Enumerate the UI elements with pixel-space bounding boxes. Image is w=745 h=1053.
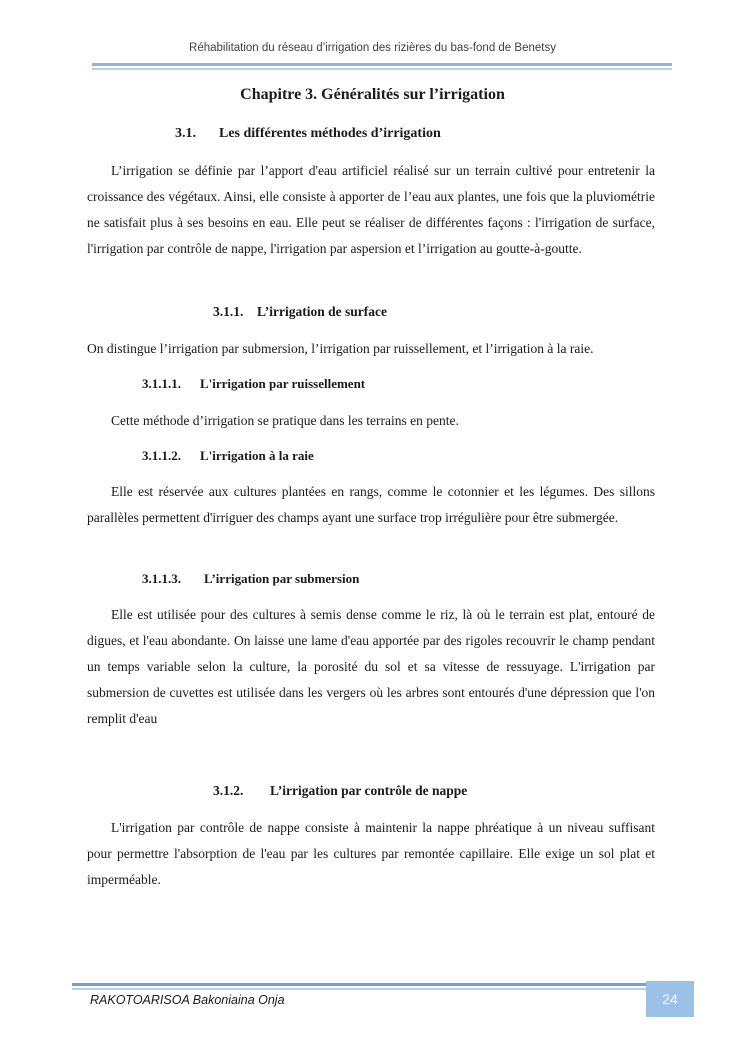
section-heading-3-1: [175, 126, 441, 142]
paragraph-ruissellement: Cette méthode d’irrigation se pratique dans les terrains en pente.: [111, 413, 459, 428]
page-number: 24: [662, 991, 678, 1007]
page-number-box: [646, 981, 694, 1017]
footer-author: RAKOTOARISOA Bakoniaina Onja: [90, 993, 285, 1007]
paragraph-submersion: Elle est utilisée pour des cultures à semis dense comme le riz, là où le terrain est plat, entouré de digues, et l'eau abondante. On laisse une lame d'eau apportée par des rigoles recouvrir le champ pendant un temps variable selon la culture, la porosité du sol et sa vitesse de ressuyage. L'irrigation par submersion de cuvettes est utilisée dans les vergers où les arbres sont entourés d'une dépression que l'on remplit d'eau: [87, 607, 655, 726]
section-heading-3-1-1-3: [142, 571, 359, 587]
section-heading-3-1-1-2: [142, 448, 314, 464]
section-number: 3.1.2.: [213, 783, 244, 798]
section-title: L’irrigation de surface: [257, 304, 387, 319]
section-title: L'irrigation par ruissellement: [200, 376, 366, 391]
section-title: L’irrigation par submersion: [204, 571, 360, 586]
footer-rule: [72, 983, 648, 991]
section-number: 3.1.1.3.: [142, 571, 181, 586]
section-number: 3.1.: [175, 126, 196, 141]
paragraph-intro: L’irrigation se définie par l’apport d'eau artificiel réalisé sur un terrain cultivé pour entretenir la croissance des végétaux. Ainsi, elle consiste à apporter de l’eau aux plantes, une fois que la pluviométrie ne satisfait plus à ses besoins en eau. Elle peut se réaliser de différentes façons : l'irrigation de surface, l'irrigation par contrôle de nappe, l'irrigation par aspersion et l’irrigation au goutte-à-goutte.: [87, 163, 655, 256]
section-title: L'irrigation à la raie: [200, 448, 314, 463]
section-heading-3-1-2: [213, 783, 467, 799]
section-number: 3.1.1.: [213, 304, 244, 319]
paragraph-surface: On distingue l’irrigation par submersion, l’irrigation par ruissellement, et l’irrigation à la raie.: [87, 341, 594, 356]
section-title: L’irrigation par contrôle de nappe: [270, 783, 468, 798]
section-heading-3-1-1-1: [142, 376, 365, 392]
chapter-title: Chapitre 3. Généralités sur l’irrigation: [240, 86, 505, 103]
section-number: 3.1.1.1.: [142, 376, 181, 391]
running-header: Réhabilitation du réseau d’irrigation des rizières du bas-fond de Benetsy: [189, 42, 556, 54]
header-rule: [92, 63, 672, 71]
section-heading-3-1-1: [213, 304, 387, 320]
paragraph-raie: Elle est réservée aux cultures plantées en rangs, comme le cotonnier et les légumes. Des sillons parallèles permettent d'irriguer des champs ayant une surface trop irrégulière pour être submergée.: [87, 484, 655, 525]
section-title: Les différentes méthodes d’irrigation: [219, 126, 441, 141]
paragraph-nappe: L'irrigation par contrôle de nappe consiste à maintenir la nappe phréatique à un niveau suffisant pour permettre l'absorption de l'eau par les cultures par remontée capillaire. Elle exige un sol plat et imperméable.: [87, 820, 655, 887]
section-number: 3.1.1.2.: [142, 448, 181, 463]
